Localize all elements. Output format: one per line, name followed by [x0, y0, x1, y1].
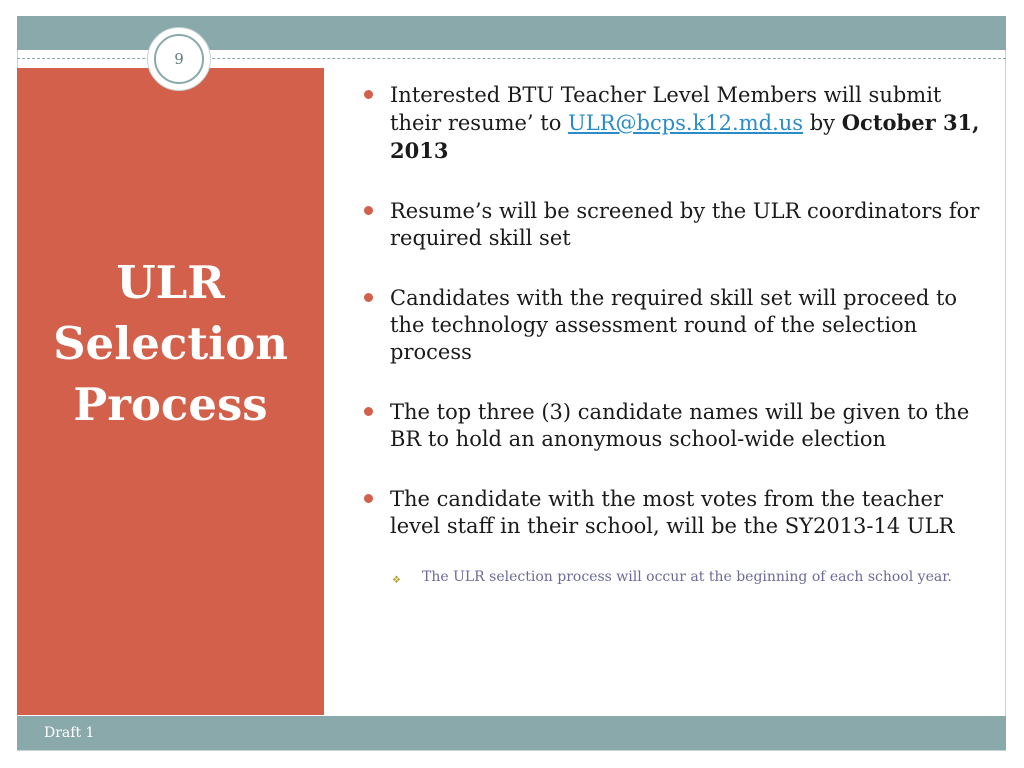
sub-bullet-text: The ULR selection process will occur at the beginning of each school year.: [422, 569, 952, 585]
title-line-3: Process: [73, 378, 268, 431]
title-line-2: Selection: [53, 317, 288, 370]
slide-title: [17, 252, 324, 435]
deadline-date: October 31, 2013: [390, 110, 980, 163]
list-item: [362, 198, 982, 252]
list-item: [362, 285, 982, 366]
list-item: [362, 82, 982, 165]
list-item: [362, 486, 982, 540]
diamond-bullet-icon: ❖: [392, 575, 401, 586]
email-link[interactable]: ULR@bcps.k12.md.us: [568, 111, 804, 135]
bullet-text: The candidate with the most votes from the teacher level staff in their school, will be the SY2013-14 ULR: [390, 487, 955, 538]
bullet-dot-icon: [364, 90, 373, 99]
bullet-list: [362, 82, 982, 587]
page-number-badge: [147, 27, 211, 91]
bullet-text: The top three (3) candidate names will be given to the BR to hold an anonymous school-wide election: [390, 400, 970, 451]
sub-list-item: [362, 567, 982, 587]
title-line-1: ULR: [116, 256, 225, 309]
footer-label: Draft 1: [44, 725, 95, 741]
bullet-dot-icon: [364, 206, 373, 215]
bullet-text: Resume’s will be screened by the ULR coordinators for required skill set: [390, 199, 980, 250]
bullet-dot-icon: [364, 494, 373, 503]
bullet-dot-icon: [364, 407, 373, 416]
bullet-text: Candidates with the required skill set will proceed to the technology assessment round of the selection process: [390, 286, 958, 364]
page-number: 9: [154, 34, 204, 84]
bullet-dot-icon: [364, 293, 373, 302]
bottom-band: [17, 716, 1006, 750]
bullet-text: Interested BTU Teacher Level Members will submit their resume’ to: [390, 83, 942, 135]
list-item: [362, 399, 982, 453]
bullet-text: by: [803, 111, 842, 135]
